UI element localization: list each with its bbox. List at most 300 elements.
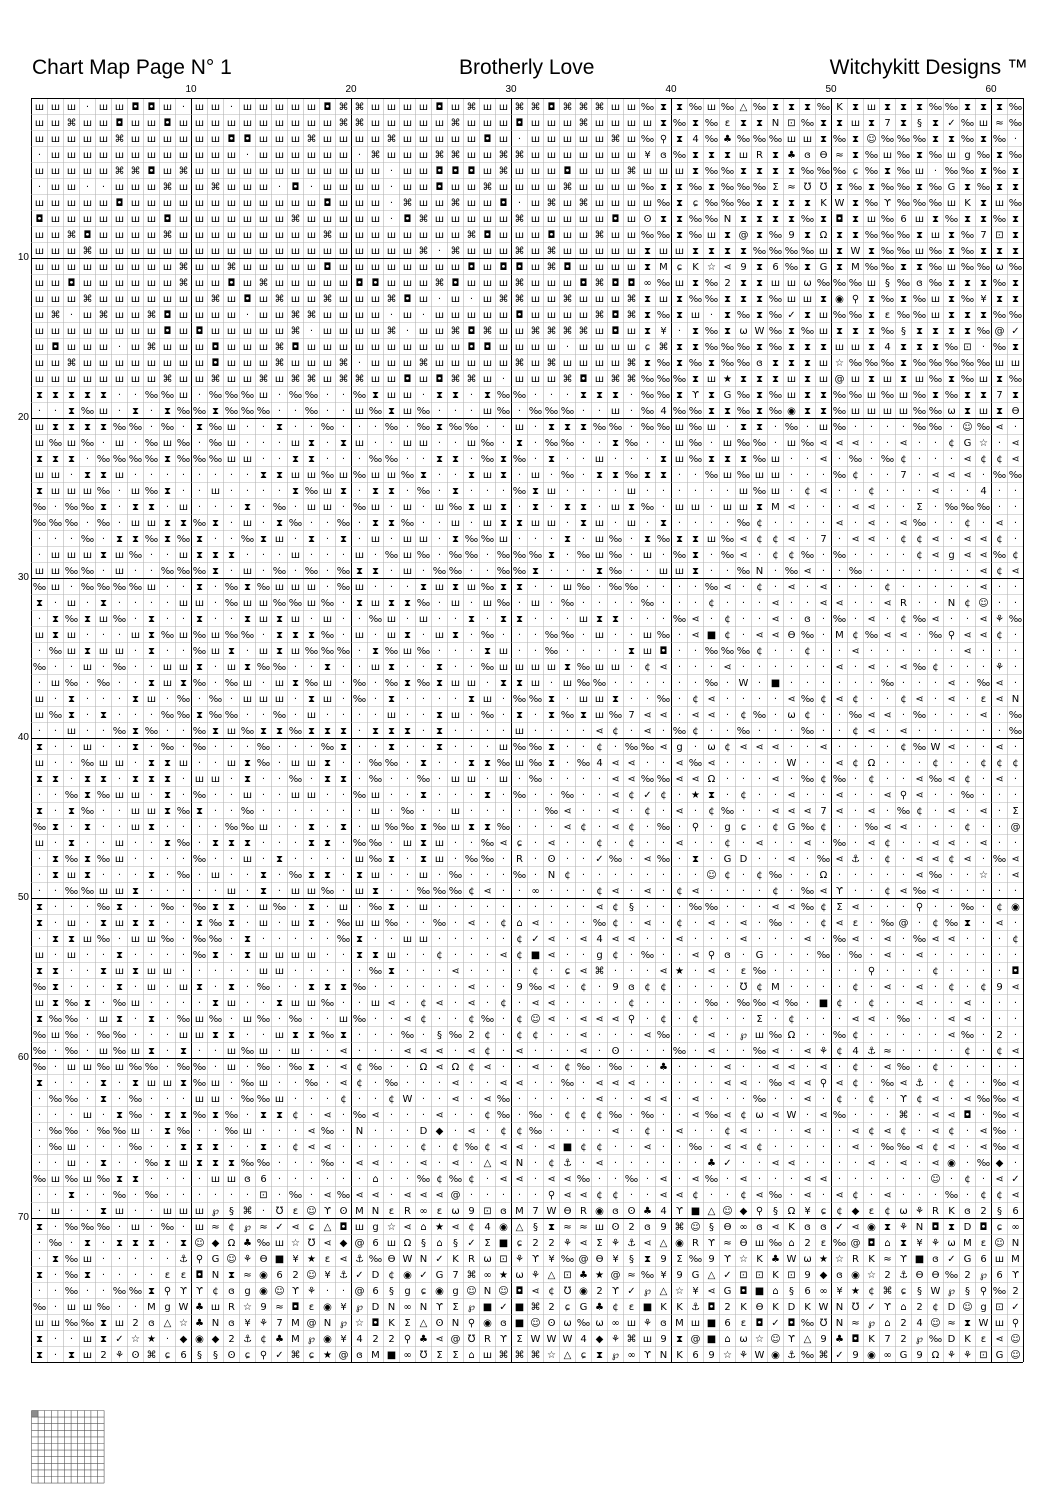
chart-symbol: ⧗	[548, 454, 555, 465]
chart-symbol: ·	[150, 710, 153, 721]
chart-symbol: 4	[980, 486, 986, 497]
chart-symbol: ·	[406, 1142, 409, 1153]
chart-symbol: ⋖	[371, 1158, 379, 1169]
chart-symbol: ⋖	[787, 806, 795, 817]
chart-symbol: ш	[115, 214, 124, 225]
chart-symbol: ⋖	[931, 486, 939, 497]
chart-symbol: ш	[563, 118, 572, 129]
chart-symbol: ·	[214, 758, 217, 769]
chart-symbol: ⧗	[964, 390, 971, 401]
chart-symbol: ш	[147, 262, 156, 273]
chart-symbol: ℧	[804, 182, 812, 193]
row-number: 10	[15, 252, 29, 263]
chart-symbol: ш	[291, 198, 300, 209]
chart-symbol: ☆	[179, 1318, 188, 1329]
chart-symbol: ·	[726, 918, 729, 929]
chart-symbol: ·	[630, 1094, 633, 1105]
chart-symbol: ш	[35, 838, 44, 849]
chart-symbol: ·	[630, 806, 633, 817]
chart-symbol: ·	[310, 1046, 313, 1057]
chart-symbol: ·	[278, 454, 281, 465]
chart-symbol: ·	[278, 918, 281, 929]
chart-symbol: ш	[259, 646, 268, 657]
chart-symbol: ·	[278, 182, 281, 193]
chart-symbol: ш	[275, 326, 284, 337]
chart-symbol: 7	[884, 1334, 890, 1345]
chart-symbol: ‰	[961, 1030, 974, 1041]
chart-symbol: ɕ	[421, 1286, 427, 1297]
chart-symbol: ·	[614, 678, 617, 689]
chart-symbol: ·	[710, 566, 713, 577]
chart-symbol: ⧗	[516, 710, 523, 721]
chart-symbol: ·	[566, 758, 569, 769]
chart-symbol: ·	[982, 854, 985, 865]
chart-symbol: ‰	[417, 598, 430, 609]
chart-symbol: ɕ	[693, 198, 699, 209]
chart-symbol: ·	[182, 934, 185, 945]
chart-symbol: Σ	[516, 1334, 522, 1345]
chart-symbol: ‰	[33, 502, 46, 513]
chart-symbol: ·	[406, 854, 409, 865]
chart-symbol: ·	[406, 1174, 409, 1185]
chart-symbol: ¢	[1012, 758, 1018, 769]
chart-symbol: Ѳ	[724, 1222, 732, 1233]
chart-symbol: ·	[982, 1030, 985, 1041]
chart-symbol: ‰	[81, 438, 94, 449]
chart-symbol: ‰	[705, 134, 718, 145]
chart-symbol: ‰	[609, 854, 622, 865]
chart-symbol: ɞ	[228, 1286, 235, 1297]
chart-symbol: ·	[822, 790, 825, 801]
chart-symbol: ‰	[913, 390, 926, 401]
chart-symbol: ¢	[692, 694, 698, 705]
chart-symbol: M	[851, 262, 860, 273]
chart-symbol: ⚲	[196, 1254, 203, 1265]
chart-symbol: ·	[870, 902, 873, 913]
chart-symbol: ш	[259, 1078, 268, 1089]
chart-symbol: ⋖	[547, 838, 555, 849]
chart-symbol: ·	[406, 918, 409, 929]
chart-symbol: ⧗	[164, 1126, 171, 1137]
chart-symbol: ш	[99, 358, 108, 369]
chart-symbol: ш	[35, 326, 44, 337]
chart-symbol: ·	[838, 678, 841, 689]
chart-symbol: ш	[707, 534, 716, 545]
chart-symbol: ‰	[689, 758, 702, 769]
chart-symbol: ·	[486, 966, 489, 977]
chart-symbol: ⊡	[259, 1190, 267, 1201]
chart-symbol: ·	[102, 1254, 105, 1265]
chart-symbol: ш	[275, 950, 284, 961]
chart-symbol: ‰	[689, 902, 702, 913]
chart-symbol: ‰	[273, 598, 286, 609]
chart-symbol: ⋖	[643, 886, 651, 897]
chart-symbol: ·	[646, 454, 649, 465]
chart-symbol: ‰	[177, 566, 190, 577]
chart-symbol: ·	[150, 1174, 153, 1185]
chart-symbol: ⋖	[947, 678, 955, 689]
chart-symbol: ш	[419, 326, 428, 337]
chart-symbol: ·	[438, 790, 441, 801]
chart-symbol: ⧗	[676, 358, 683, 369]
chart-symbol: ⌘	[483, 326, 493, 337]
chart-symbol: ⋖	[787, 582, 795, 593]
chart-symbol: ·	[918, 566, 921, 577]
chart-symbol: ‰	[529, 982, 542, 993]
chart-symbol: ш	[483, 102, 492, 113]
chart-symbol: ¥	[692, 1286, 698, 1297]
chart-symbol: ·	[758, 1078, 761, 1089]
chart-symbol: R	[692, 1238, 699, 1249]
chart-symbol: ¢	[900, 694, 906, 705]
chart-symbol: ⌘	[595, 966, 605, 977]
chart-symbol: ⧗	[68, 934, 75, 945]
chart-symbol: ш	[211, 166, 220, 177]
chart-symbol: ·	[918, 838, 921, 849]
chart-symbol: ·	[342, 1142, 345, 1153]
chart-symbol: ⧗	[468, 470, 475, 481]
chart-symbol: ш	[483, 598, 492, 609]
chart-symbol: ·	[934, 982, 937, 993]
chart-symbol: ⌘	[627, 294, 637, 305]
chart-symbol: ⧗	[452, 582, 459, 593]
chart-symbol: ·	[502, 966, 505, 977]
chart-symbol: ε	[293, 1206, 298, 1217]
chart-symbol: ‰	[321, 646, 334, 657]
chart-symbol: ш	[211, 134, 220, 145]
chart-symbol: D	[964, 1222, 972, 1233]
chart-symbol: ш	[355, 854, 364, 865]
chart-symbol: ‰	[353, 390, 366, 401]
chart-symbol: ‰	[337, 518, 350, 529]
chart-symbol: ⧗	[900, 1238, 907, 1249]
chart-symbol: ш	[579, 246, 588, 257]
chart-symbol: ·	[854, 966, 857, 977]
chart-symbol: ·	[774, 1094, 777, 1105]
chart-symbol: ‰	[497, 598, 510, 609]
chart-symbol: ‰	[993, 342, 1006, 353]
chart-symbol: ·	[326, 566, 329, 577]
chart-symbol: ·	[582, 566, 585, 577]
chart-symbol: ‰	[321, 470, 334, 481]
chart-symbol: ⊡	[995, 1302, 1003, 1313]
chart-symbol: ≈	[723, 1238, 731, 1249]
chart-symbol: ¢	[532, 966, 538, 977]
chart-symbol: ш	[131, 342, 140, 353]
chart-symbol: ♣	[579, 1270, 588, 1281]
chart-symbol: ·	[166, 1030, 169, 1041]
chart-symbol: ¢	[804, 486, 810, 497]
chart-symbol: ·	[950, 710, 953, 721]
chart-symbol: ·	[86, 1046, 89, 1057]
chart-symbol: ⌘	[243, 1206, 253, 1217]
chart-symbol: ·	[70, 742, 73, 753]
chart-symbol: ·	[870, 934, 873, 945]
chart-symbol: ·	[966, 1062, 969, 1073]
chart-symbol: ш	[147, 966, 156, 977]
chart-symbol: ш	[275, 1238, 284, 1249]
chart-symbol: ⧗	[84, 790, 91, 801]
chart-symbol: ·	[678, 1094, 681, 1105]
chart-symbol: ш	[291, 1046, 300, 1057]
chart-symbol: ℘	[868, 1318, 875, 1329]
chart-symbol: ⋖	[771, 1062, 779, 1073]
chart-symbol: ш	[35, 230, 44, 241]
chart-symbol: ⌘	[563, 326, 573, 337]
chart-symbol: Ѳ	[388, 1254, 396, 1265]
chart-symbol: ш	[787, 374, 796, 385]
chart-symbol: ✓	[355, 1270, 363, 1281]
chart-symbol: ⧗	[52, 822, 59, 833]
chart-symbol: ·	[150, 886, 153, 897]
chart-symbol: ·	[598, 774, 601, 785]
chart-symbol: ·	[710, 438, 713, 449]
chart-symbol: ‰	[369, 454, 382, 465]
chart-symbol: ·	[422, 742, 425, 753]
chart-symbol: ‰	[737, 198, 750, 209]
chart-symbol: ⧗	[68, 838, 75, 849]
chart-symbol: ⋖	[611, 1078, 619, 1089]
chart-symbol: ☆	[675, 1286, 684, 1297]
chart-symbol: ɞ	[964, 1206, 971, 1217]
chart-symbol: ·	[86, 1158, 89, 1169]
chart-symbol: ·	[102, 566, 105, 577]
chart-symbol: ш	[147, 230, 156, 241]
chart-symbol: @	[1011, 822, 1021, 833]
chart-symbol: ≈	[787, 182, 795, 193]
chart-symbol: ш	[291, 470, 300, 481]
chart-symbol: ◆	[180, 1334, 188, 1345]
chart-symbol: ·	[726, 422, 729, 433]
chart-symbol: ‰	[193, 854, 206, 865]
chart-symbol: ·	[726, 982, 729, 993]
chart-symbol: ⌘	[291, 214, 301, 225]
chart-symbol: ⋖	[547, 1142, 555, 1153]
chart-symbol: ·	[934, 694, 937, 705]
chart-symbol: ·	[150, 790, 153, 801]
chart-symbol: ш	[35, 438, 44, 449]
chart-symbol: ⋖	[691, 630, 699, 641]
chart-symbol: ⧗	[644, 326, 651, 337]
chart-symbol: ·	[358, 454, 361, 465]
chart-symbol: ‰	[673, 726, 686, 737]
chart-symbol: ш	[387, 102, 396, 113]
chart-symbol: ·	[294, 406, 297, 417]
chart-symbol: ш	[195, 1030, 204, 1041]
chart-symbol: §	[965, 1286, 970, 1297]
chart-symbol: Ѳ	[740, 1238, 748, 1249]
chart-symbol: ·	[566, 838, 569, 849]
chart-symbol: ·	[758, 1174, 761, 1185]
chart-symbol: ·	[678, 694, 681, 705]
chart-symbol: ‰	[417, 646, 430, 657]
chart-symbol: ·	[118, 870, 121, 881]
chart-symbol: ·	[86, 598, 89, 609]
chart-symbol: ·	[406, 326, 409, 337]
chart-symbol: ш	[579, 214, 588, 225]
chart-symbol: ☺	[306, 1206, 316, 1217]
chart-symbol: ⧗	[100, 918, 107, 929]
chart-symbol: ·	[838, 454, 841, 465]
chart-symbol: ·	[566, 1094, 569, 1105]
chart-symbol: ⋖	[883, 630, 891, 641]
chart-symbol: ⋖	[979, 550, 987, 561]
chart-symbol: ·	[118, 934, 121, 945]
chart-symbol: ·	[758, 902, 761, 913]
chart-symbol: ш	[547, 374, 556, 385]
chart-symbol: ·	[454, 918, 457, 929]
chart-symbol: ⚓	[691, 1302, 700, 1313]
chart-symbol: ■	[563, 1142, 572, 1153]
chart-symbol: ‰	[513, 742, 526, 753]
chart-symbol: ·	[214, 534, 217, 545]
chart-symbol: ‰	[801, 326, 814, 337]
chart-symbol: ·	[70, 902, 73, 913]
chart-symbol: ш	[371, 790, 380, 801]
chart-symbol: ‰	[417, 774, 430, 785]
chart-symbol: ⋖	[915, 870, 923, 881]
chart-symbol: ¥	[340, 1334, 346, 1345]
chart-symbol: ·	[166, 726, 169, 737]
chart-symbol: ‰	[161, 390, 174, 401]
chart-symbol: ℧	[468, 1334, 476, 1345]
chart-symbol: ·	[230, 774, 233, 785]
chart-symbol: ¢	[964, 598, 970, 609]
chart-symbol: ·	[486, 918, 489, 929]
chart-symbol: ·	[246, 1030, 249, 1041]
chart-symbol: ·	[758, 1062, 761, 1073]
chart-symbol: ·	[118, 694, 121, 705]
chart-symbol: ‰	[929, 262, 942, 273]
chart-symbol: ·	[502, 694, 505, 705]
chart-symbol: Σ	[436, 1350, 442, 1361]
chart-symbol: ·	[454, 934, 457, 945]
chart-symbol: ·	[390, 166, 393, 177]
chart-symbol: ш	[451, 774, 460, 785]
chart-symbol: ·	[822, 550, 825, 561]
chart-symbol: ‰	[913, 710, 926, 721]
chart-symbol: ⌘	[99, 310, 109, 321]
chart-symbol: ⧗	[212, 518, 219, 529]
chart-symbol: ⧗	[612, 438, 619, 449]
chart-symbol: ·	[102, 438, 105, 449]
row-number: 70	[15, 1212, 29, 1223]
chart-symbol: ⋖	[963, 1014, 971, 1025]
chart-symbol: ш	[259, 1046, 268, 1057]
chart-symbol: ⋖	[963, 1094, 971, 1105]
chart-symbol: ⌘	[515, 102, 525, 113]
chart-symbol: ·	[198, 502, 201, 513]
chart-symbol: ш	[579, 230, 588, 241]
chart-symbol: ⋖	[835, 662, 843, 673]
chart-symbol: ·	[838, 486, 841, 497]
chart-symbol: ☺	[530, 1318, 540, 1329]
chart-symbol: ‰	[833, 310, 846, 321]
chart-symbol: ·	[262, 486, 265, 497]
chart-symbol: △	[420, 1318, 428, 1329]
chart-symbol: ℘	[468, 1302, 475, 1313]
chart-symbol: ·	[470, 742, 473, 753]
chart-symbol: ш	[243, 1126, 252, 1137]
chart-symbol: ⌘	[435, 278, 445, 289]
chart-symbol: ⋖	[483, 886, 491, 897]
chart-symbol: ·	[198, 486, 201, 497]
chart-symbol: ·	[390, 438, 393, 449]
chart-symbol: ·	[38, 790, 41, 801]
chart-symbol: ω	[563, 1318, 571, 1329]
chart-symbol: ⧗	[180, 1238, 187, 1249]
chart-symbol: ш	[99, 230, 108, 241]
chart-symbol: 4	[692, 134, 698, 145]
chart-symbol: ⧗	[516, 614, 523, 625]
chart-symbol: ⋖	[867, 662, 875, 673]
chart-symbol: ·	[390, 1190, 393, 1201]
chart-symbol: ·	[806, 998, 809, 1009]
chart-symbol: ш	[435, 198, 444, 209]
chart-symbol: ⌘	[627, 166, 637, 177]
chart-symbol: ‰	[225, 406, 238, 417]
chart-symbol: ·	[566, 486, 569, 497]
chart-symbol: ‰	[705, 118, 718, 129]
chart-symbol: ‰	[225, 710, 238, 721]
chart-symbol: Ѳ	[564, 1206, 572, 1217]
chart-symbol: ⋖	[851, 1222, 859, 1233]
chart-symbol: ¢	[500, 998, 506, 1009]
chart-symbol: ш	[403, 566, 412, 577]
chart-symbol: ‰	[897, 310, 910, 321]
chart-symbol: ш	[371, 246, 380, 257]
chart-symbol: ·	[182, 470, 185, 481]
chart-symbol: ✓	[643, 790, 651, 801]
chart-symbol: ш	[595, 134, 604, 145]
chart-symbol: ⋖	[995, 918, 1003, 929]
chart-symbol: W	[787, 1110, 797, 1121]
chart-symbol: ⧗	[452, 390, 459, 401]
chart-symbol: ⋖	[835, 1190, 843, 1201]
chart-symbol: ¢	[852, 630, 858, 641]
chart-symbol: ⌘	[595, 102, 605, 113]
chart-symbol: ш	[419, 230, 428, 241]
chart-symbol: ⧗	[612, 470, 619, 481]
chart-symbol: ⋖	[643, 1238, 651, 1249]
chart-symbol: ⌘	[579, 102, 589, 113]
chart-symbol: ·	[374, 710, 377, 721]
chart-symbol: ‰	[433, 822, 446, 833]
chart-symbol: ш	[195, 374, 204, 385]
chart-symbol: ·	[166, 1094, 169, 1105]
chart-symbol: ш	[83, 486, 92, 497]
chart-symbol: ‰	[929, 150, 942, 161]
chart-symbol: ·	[646, 486, 649, 497]
chart-symbol: ◘	[452, 278, 460, 289]
chart-symbol: ·	[342, 838, 345, 849]
chart-symbol: ⚲	[468, 1318, 475, 1329]
chart-symbol: ·	[134, 1014, 137, 1025]
chart-symbol: ‰	[289, 774, 302, 785]
chart-symbol: ⧗	[420, 790, 427, 801]
chart-symbol: ш	[419, 374, 428, 385]
chart-symbol: ⧗	[308, 982, 315, 993]
chart-symbol: ·	[742, 902, 745, 913]
chart-symbol: ‰	[689, 294, 702, 305]
chart-symbol: ⧗	[996, 150, 1003, 161]
chart-symbol: ◉	[867, 1222, 876, 1233]
chart-symbol: ·	[550, 582, 553, 593]
chart-symbol: ⧗	[340, 774, 347, 785]
chart-symbol: ш	[307, 198, 316, 209]
chart-symbol: ш	[515, 726, 524, 737]
chart-symbol: ·	[150, 838, 153, 849]
